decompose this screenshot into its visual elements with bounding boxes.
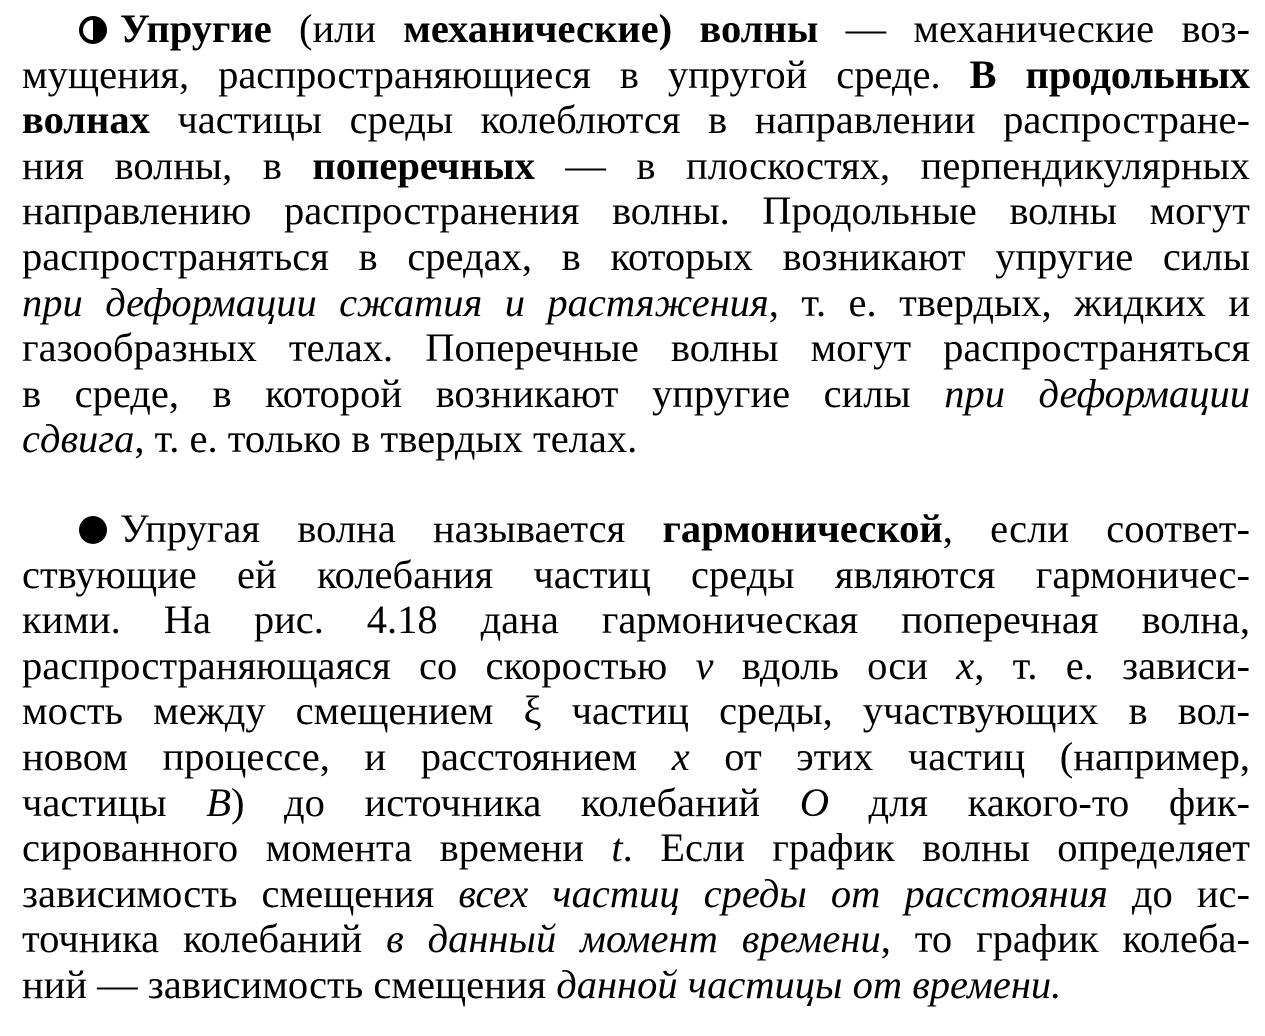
paragraph-line [22,825,1250,871]
text-run: , т. е. только в твердых телах. [134,416,638,462]
filled-circle-icon [78,515,108,545]
text-run: для какого-то фик- [828,779,1250,825]
text-run: частицы [22,779,207,825]
paragraph-line [22,52,1250,98]
text-run: ний — зависимость смещения [22,961,557,1007]
text-run: O [799,779,829,825]
text-run: кими. На рис. 4.18 дана гармоническая поперечная волна, [22,597,1250,643]
paragraph-line [22,597,1250,643]
text-run: газообразных телах. Поперечные волны могут распространяться [22,325,1250,371]
text-run: t [611,825,623,871]
text-run: при деформации сжатия и растяжения [22,279,769,325]
paragraph-line [22,962,1250,1008]
paragraph-line [22,688,1250,734]
paragraph-harmonic-wave [22,506,1250,1008]
text-run: от этих частиц (например, [689,733,1250,779]
paragraph-elastic-waves [22,6,1250,462]
line-content [120,506,1250,551]
text-run: В продольных [969,51,1250,97]
text-run: Упругие [120,6,272,51]
text-run: данной частицы от времени. [556,961,1062,1007]
paragraph-line [22,371,1250,417]
text-run: сированного момента времени [22,825,612,871]
paragraph-line [22,280,1250,326]
paragraph-line [22,506,1250,552]
text-run: x [671,733,690,779]
text-run: волнах [22,97,150,143]
paragraph-line [22,234,1250,280]
text-run: вдоль оси [713,642,957,688]
text-run: — в плоскостях, перпендикулярных [534,142,1250,188]
text-run: , то график колеба- [880,916,1251,962]
text-run: сдвига [22,416,135,462]
text-run: . Если график волны определяет [622,825,1250,871]
paragraph-line [22,6,1250,52]
text-run: v [695,642,714,688]
text-run: распространяющаяся со скоростью [22,642,696,688]
text-run: механические) [403,6,673,51]
text-run: мость между смещением ξ частиц среды, участвующих в вол- [22,688,1250,734]
text-run: волны [699,6,819,51]
text-run: в среде, в которой возникают упругие силы [22,370,945,416]
half-filled-circle-icon [78,15,108,45]
text-run: ствующие ей колебания частиц среды являются гармоничес- [22,551,1250,597]
paragraph-line [22,643,1250,689]
text-run: новом процессе, и расстоянием [22,733,672,779]
text-run: x [956,642,975,688]
text-run: Упругая волна называется [120,505,663,551]
text-run: поперечных [312,142,535,188]
text-run: зависимость смещения [22,870,459,916]
paragraph-line [22,871,1250,917]
text-run: , если соответ- [942,505,1250,551]
text-run: B [206,779,231,825]
text-run: направлению распространения волны. Продольные волны могут [22,188,1250,234]
text-run: ) до источника колебаний [230,779,800,825]
text-run [672,6,699,51]
paragraph-line [22,734,1250,780]
text-run: ния волны, в [22,142,313,188]
text-run: , т. е. твердых, жидких и [768,279,1250,325]
paragraph-line [22,143,1250,189]
paragraph-line [22,552,1250,598]
paragraph-line [22,416,1250,462]
paragraph-line [22,188,1250,234]
paragraph-line [22,780,1250,826]
text-run: гармонической [662,505,943,551]
text-run: всех частиц среды от расстояния [458,870,1108,916]
text-run: мущения, распространяющиеся в упругой среде. [22,51,970,97]
paragraph-line [22,916,1250,962]
paragraph-line [22,97,1250,143]
text-run: (или [271,6,404,51]
document-page [22,6,1250,1007]
text-run: при деформации [944,370,1251,416]
text-run: в данный момент времени [386,916,881,962]
text-run: — механические воз- [818,6,1250,51]
text-run: , т. е. зависи- [974,642,1250,688]
text-run: точника колебаний [22,916,387,962]
text-run: частицы среды колеблются в направлении распростране- [149,97,1250,143]
line-content [120,6,1250,51]
text-run: до ис- [1107,870,1251,916]
paragraph-line [22,325,1250,371]
text-run: распространяться в средах, в которых возникают упругие силы [22,233,1250,279]
